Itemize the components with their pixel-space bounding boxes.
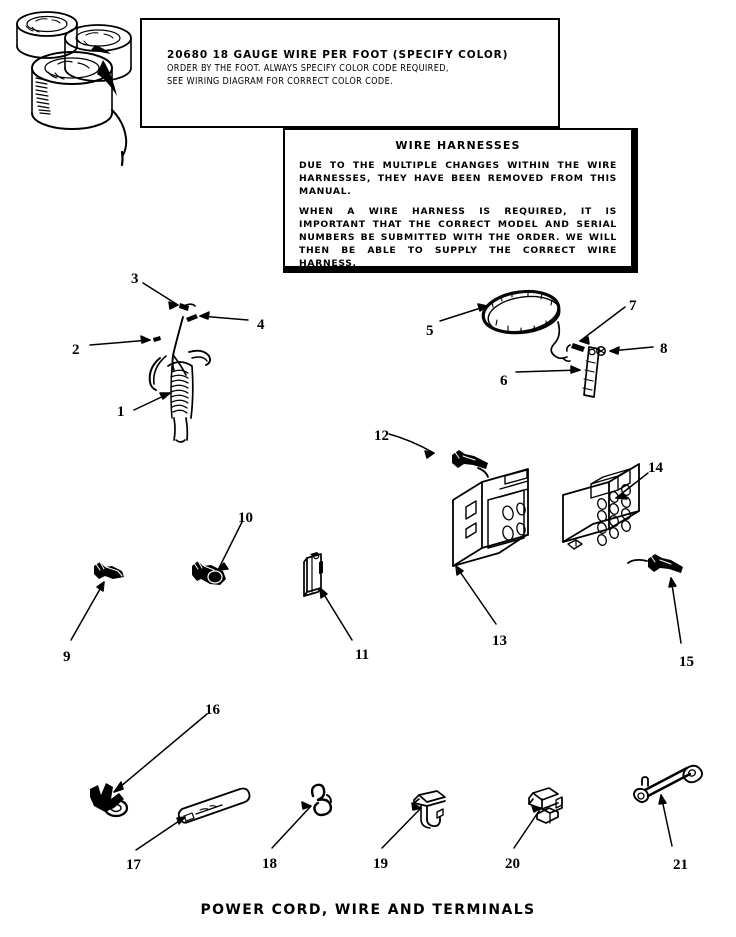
callout-number-16: 16 xyxy=(205,702,220,718)
callout-number-17: 17 xyxy=(126,857,141,873)
callout-number-21: 21 xyxy=(673,857,688,873)
callout-number-14: 14 xyxy=(648,460,663,476)
callout-number-7: 7 xyxy=(629,298,637,314)
callout-number-2: 2 xyxy=(72,342,80,358)
connector-housing-13 xyxy=(453,469,528,566)
callout-number-9: 9 xyxy=(63,649,71,665)
callout-number-10: 10 xyxy=(238,510,253,526)
callout-number-3: 3 xyxy=(131,271,139,287)
callout-number-6: 6 xyxy=(500,373,508,389)
wire-harnesses-paragraph-1: DUE TO THE MULTIPLE CHANGES WITHIN THE WIRE HARNESSES, THEY HAVE BEEN REMOVED FROM THIS MANUAL. xyxy=(299,160,617,198)
callout-number-15: 15 xyxy=(679,654,694,670)
wire-spools-illustration xyxy=(17,12,131,165)
wire-harnesses-paragraph-2: WHEN A WIRE HARNESS IS REQUIRED, IT IS IMPORTANT THAT THE CORRECT MODEL AND SERIAL NUMBERS BE SUBMITTED WITH THE ORDER. WE WILL THEN BE ABLE TO SUPPLY THE CORRECT WIRE HARNESS. xyxy=(299,206,617,270)
wire-per-foot-heading: 20680 18 GAUGE WIRE PER FOOT (SPECIFY COLOR) xyxy=(167,49,509,61)
power-cord-assembly-illustration xyxy=(150,303,210,442)
callout-number-19: 19 xyxy=(373,856,388,872)
callout-number-20: 20 xyxy=(505,856,520,872)
callout-number-18: 18 xyxy=(262,856,277,872)
callout-number-1: 1 xyxy=(117,404,125,420)
male-pin-terminal-12 xyxy=(452,450,488,477)
callout-number-4: 4 xyxy=(257,317,265,333)
callout-number-11: 11 xyxy=(355,647,370,663)
coiled-wire-illustration xyxy=(481,287,570,361)
ground-jumper-strap-21 xyxy=(634,766,702,802)
male-pin-terminal-15 xyxy=(628,554,683,573)
callout-number-5: 5 xyxy=(426,323,434,339)
loop-clip-terminal-18 xyxy=(312,785,331,815)
wire-per-foot-line2: SEE WIRING DIAGRAM FOR CORRECT COLOR CODE. xyxy=(167,76,394,88)
female-terminal-9 xyxy=(94,562,124,579)
wire-harnesses-title: WIRE HARNESSES xyxy=(395,139,521,152)
wire-per-foot-note xyxy=(140,18,560,128)
callout-number-12: 12 xyxy=(374,428,389,444)
wire-per-foot-line1: ORDER BY THE FOOT. ALWAYS SPECIFY COLOR CODE REQUIRED, xyxy=(167,63,449,75)
butt-splice-connector-17 xyxy=(179,789,250,823)
wire-harnesses-note xyxy=(283,128,638,273)
connector-housing-14 xyxy=(563,464,639,549)
callout-number-13: 13 xyxy=(492,633,507,649)
callout-number-8: 8 xyxy=(660,341,668,357)
page-title: POWER CORD, WIRE AND TERMINALS xyxy=(200,902,536,918)
